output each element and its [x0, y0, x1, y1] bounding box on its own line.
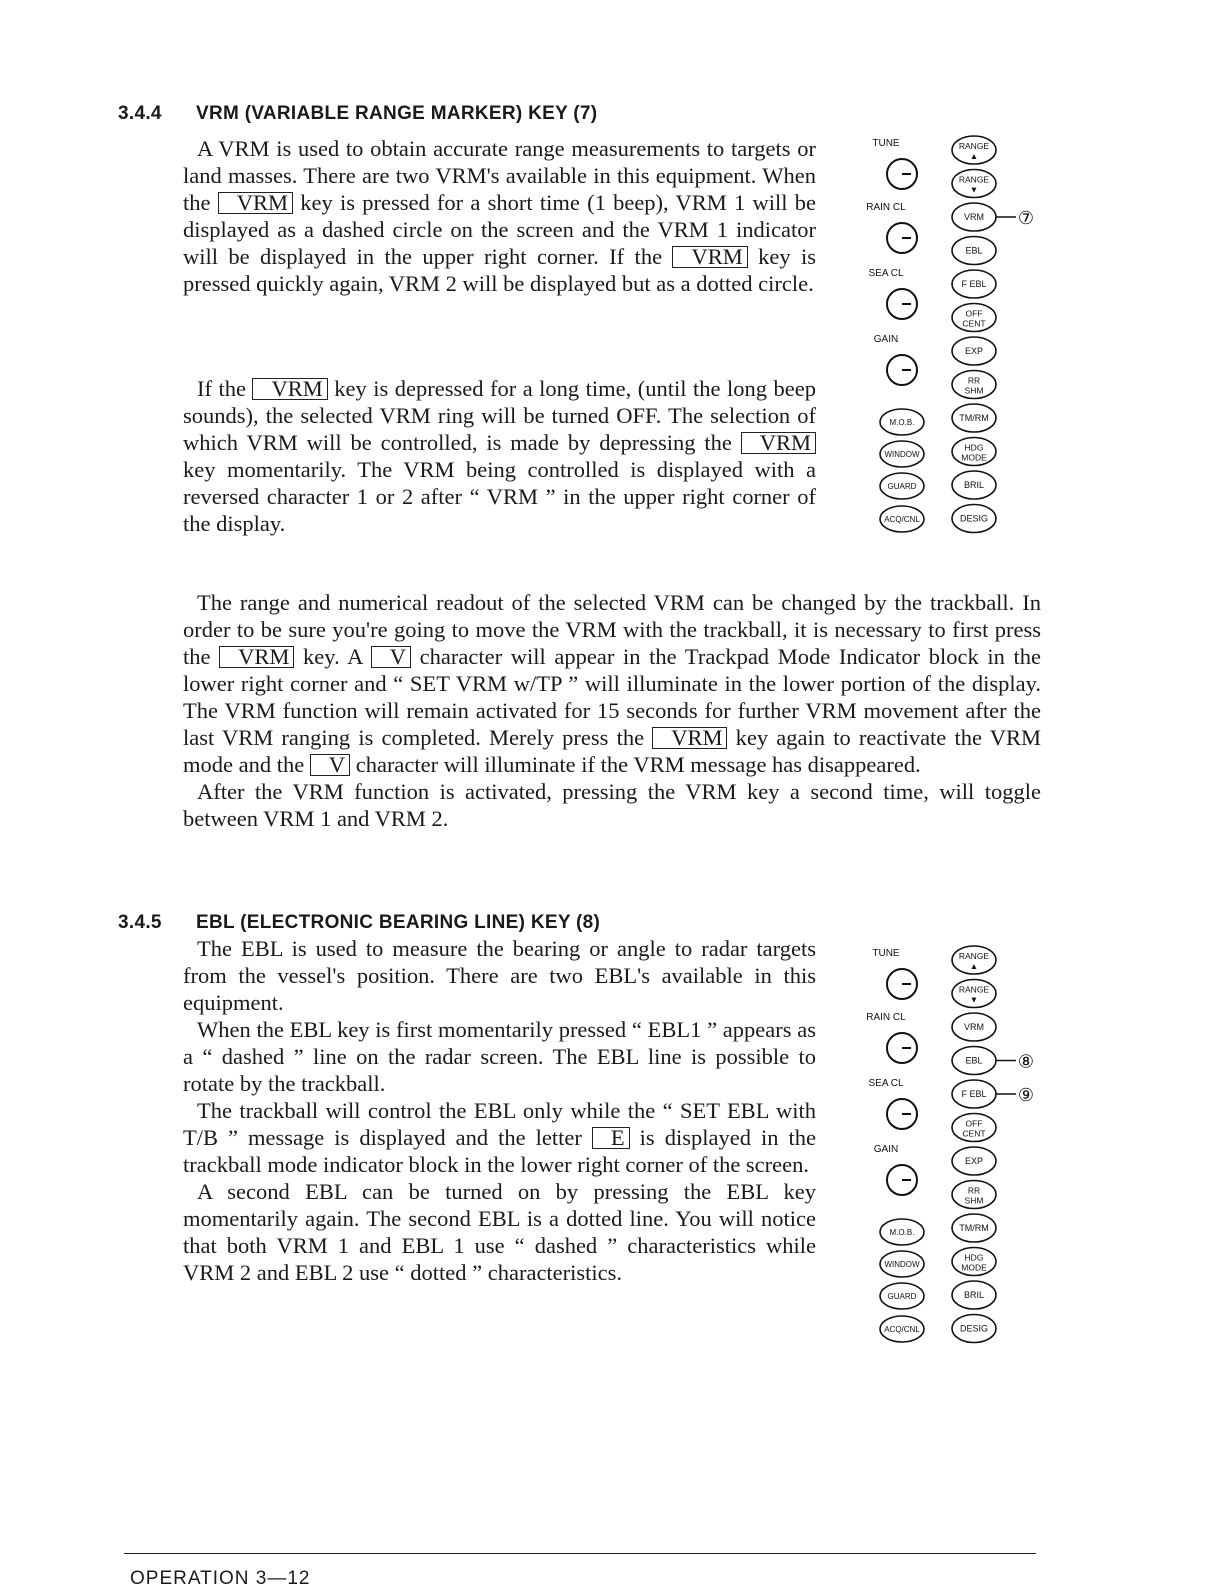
text: is displayed in the trackball mode indicator block in the lower right corner of the screen. — [183, 1125, 816, 1177]
panel-key-label: HDG — [964, 442, 984, 453]
panel-key-acqcnl — [880, 1316, 924, 1342]
panel-key-label: ACQ/CNL — [884, 515, 920, 524]
panel-key-window — [880, 441, 924, 467]
section-title: EBL (ELECTRONIC BEARING LINE) KEY (8) — [196, 912, 601, 933]
panel-key-label: DESIG — [959, 513, 989, 524]
vrm-key-label: VRM — [672, 246, 747, 268]
knob-sea-cl — [868, 268, 917, 319]
panel-key-label: M.O.B. — [889, 418, 915, 427]
panel-key-label: GUARD — [887, 1292, 917, 1301]
panel-key-ebl — [952, 237, 996, 265]
panel-key-label: RANGE — [958, 984, 990, 995]
footer-divider — [124, 1553, 1036, 1554]
text: A VRM is used to obtain accurate range measurements to targets or land masses. There are two VRM's available in this equipment. When the — [183, 136, 816, 215]
panel-key-label: MODE — [961, 452, 987, 463]
section-heading-vrm — [118, 103, 597, 125]
panel-key-label: VRM — [964, 212, 984, 222]
panel-key-label: DESIG — [959, 1323, 989, 1334]
panel-key-exp — [952, 1147, 996, 1175]
text: key is depressed for a long time, (until the long beep sounds), the selected VRM ring will be turned OFF. The selection of which VRM will be controlled, is made by depressing the — [183, 376, 816, 455]
panel-key-tmrm — [952, 1214, 996, 1242]
panel-key-hdg-mode — [952, 1248, 996, 1276]
knob-label: TUNE — [872, 138, 900, 149]
knob-label: RAIN CL — [866, 1012, 906, 1023]
knob-sea-cl — [868, 1078, 917, 1129]
panel-key-label: GUARD — [887, 482, 917, 491]
panel-key-acqcnl — [880, 506, 924, 532]
knob-rain-cl — [866, 1012, 917, 1063]
panel-key-label: ACQ/CNL — [884, 1325, 920, 1334]
knob-tune — [872, 948, 917, 999]
panel-key-label: RR — [967, 375, 981, 386]
vrm-key-label: VRM — [219, 646, 294, 668]
panel-key-vrm — [952, 203, 996, 231]
section-number: 3.4.5 — [118, 912, 162, 933]
panel-key-vrm — [952, 1013, 996, 1041]
knob-rain-cl — [866, 202, 917, 253]
v-character-label: V — [371, 646, 411, 668]
section-title: VRM (VARIABLE RANGE MARKER) KEY (7) — [196, 103, 598, 124]
panel-key-mob — [880, 409, 924, 435]
vrm-key-label: VRM — [652, 727, 727, 749]
knob-label: TUNE — [872, 948, 900, 959]
text: key is pressed quickly again, VRM 2 will be displayed but as a dotted circle. — [183, 244, 817, 296]
section-heading-ebl — [118, 912, 600, 934]
vrm-paragraph-1 — [183, 135, 816, 297]
text: key again to reactivate the VRM mode and the — [183, 725, 1041, 777]
panel-key-mob — [880, 1219, 924, 1245]
text: key is pressed for a short time (1 beep), VRM 1 will be displayed as a dashed circle on the screen and the VRM 1 indicator will be displayed in the upper right corner. If the — [183, 190, 816, 269]
panel-key-label: TM/RM — [959, 1223, 989, 1233]
ebl-paragraph-3 — [183, 1097, 816, 1178]
panel-key-label: EXP — [964, 1156, 984, 1166]
panel-key-range- — [952, 946, 996, 974]
callout-marker — [996, 1085, 1034, 1105]
panel-key-tmrm — [952, 404, 996, 432]
vrm-key-label: VRM — [741, 432, 816, 454]
panel-key-label: M.O.B. — [889, 1228, 915, 1237]
panel-key-label: F EBL — [961, 279, 987, 289]
radar-control-panel-diagram — [858, 942, 1048, 1362]
panel-key-desig — [952, 1315, 996, 1343]
panel-key-rr-shm — [952, 1181, 996, 1209]
panel-key-rr-shm — [952, 371, 996, 399]
panel-key-febl — [952, 1080, 996, 1108]
panel-key-desig — [952, 505, 996, 533]
panel-key-bril — [952, 1281, 996, 1309]
panel-key-off-cent — [952, 1114, 996, 1142]
panel-key-label: ▼ — [969, 184, 979, 195]
panel-key-label: RR — [967, 1185, 981, 1196]
v-character-label: V — [310, 754, 350, 776]
panel-key-exp — [952, 337, 996, 365]
ebl-paragraph-2: When the EBL key is first momentarily pressed “ EBL1 ” appears as a “ dashed ” line on the radar screen. The EBL line is possible to rotate by the trackball. — [183, 1017, 816, 1096]
page-footer: OPERATION 3—12 — [130, 1568, 311, 1589]
panel-key-label: WINDOW — [884, 1260, 920, 1269]
panel-key-label: F EBL — [961, 1089, 987, 1099]
panel-key-label: EBL — [965, 1055, 983, 1066]
panel-key-label: EBL — [965, 245, 983, 256]
panel-key-off-cent — [952, 304, 996, 332]
panel-key-label: VRM — [964, 1022, 984, 1032]
callout-number: ⑨ — [1017, 1085, 1035, 1105]
panel-key-label: RANGE — [958, 174, 990, 185]
panel-key-bril — [952, 471, 996, 499]
panel-key-window — [880, 1251, 924, 1277]
panel-key-label: ▼ — [969, 994, 979, 1005]
panel-key-range- — [952, 980, 996, 1008]
panel-key-label: SHM — [964, 1195, 984, 1206]
callout-marker — [996, 208, 1034, 228]
text: character will appear in the Trackpad Mode Indicator block in the lower right corner and “ SET VRM w/TP ” will illuminate in the lower portion of the display. The VRM function will remain activated for 15 seconds for further VRM movement after the last VRM ranging is completed. Merely press the — [183, 644, 1041, 750]
knob-gain — [874, 1144, 917, 1195]
knob-label: SEA CL — [868, 268, 904, 279]
vrm-paragraph-2 — [183, 375, 816, 537]
panel-key-label: CENT — [962, 1128, 986, 1139]
panel-key-label: EXP — [964, 346, 984, 356]
text: key momentarily. The VRM being controlled is displayed with a reversed character 1 or 2 after “ VRM ” in the upper right corner of the display. — [183, 457, 816, 536]
panel-key-label: WINDOW — [884, 450, 920, 459]
panel-key-febl — [952, 270, 996, 298]
text: character will illuminate if the VRM message has disappeared. — [350, 752, 921, 777]
vrm-key-label: VRM — [218, 192, 293, 214]
panel-key-label: TM/RM — [959, 413, 989, 423]
panel-key-label: RANGE — [958, 141, 990, 151]
knob-label: RAIN CL — [866, 202, 906, 213]
panel-key-label: HDG — [964, 1252, 984, 1263]
text: If the — [197, 376, 253, 401]
panel-key-label: SHM — [964, 385, 984, 396]
knob-label: SEA CL — [868, 1078, 904, 1089]
e-letter-label: E — [592, 1127, 630, 1149]
knob-gain — [874, 334, 917, 385]
panel-key-range- — [952, 136, 996, 164]
knob-label: GAIN — [873, 1144, 899, 1155]
panel-key-label: CENT — [962, 318, 986, 329]
text: key. A — [294, 644, 371, 669]
panel-key-label: OFF — [965, 308, 983, 319]
panel-key-label: OFF — [965, 1118, 983, 1129]
panel-key-label: BRIL — [963, 480, 985, 490]
vrm-key-label: VRM — [252, 378, 327, 400]
panel-key-range- — [952, 170, 996, 198]
vrm-paragraph-3 — [183, 589, 1041, 832]
panel-key-ebl — [952, 1047, 996, 1075]
knob-label: GAIN — [873, 334, 899, 345]
ebl-paragraph-4: A second EBL can be turned on by pressing the EBL key momentarily again. The second EBL is a dotted line. You will notice that both VRM 1 and EBL 1 use “ dashed ” characteristics while VRM 2 and EBL 2 use “ dotted ” characteristics. — [183, 1179, 816, 1285]
text: The range and numerical readout of the selected VRM can be changed by the trackball. In order to be sure you're going to move the VRM with the trackball, it is necessary to first press the — [183, 590, 1041, 669]
panel-key-label: RANGE — [958, 951, 990, 961]
vrm-paragraph-4: After the VRM function is activated, pressing the VRM key a second time, will toggle between VRM 1 and VRM 2. — [183, 779, 1041, 831]
panel-key-label: BRIL — [963, 1290, 985, 1300]
panel-key-label: MODE — [961, 1262, 987, 1273]
section-number: 3.4.4 — [118, 103, 162, 124]
callout-number: ⑧ — [1017, 1051, 1035, 1072]
panel-key-label: ▲ — [969, 151, 979, 161]
text: The trackball will control the EBL only while the “ SET EBL with T/B ” message is displayed and the letter — [183, 1098, 816, 1150]
callout-marker — [996, 1052, 1034, 1072]
ebl-paragraph-1: The EBL is used to measure the bearing or angle to radar targets from the vessel's position. There are two EBL's available in this equipment. — [183, 936, 816, 1015]
callout-number: ⑦ — [1017, 208, 1035, 228]
knob-tune — [872, 138, 917, 189]
ebl-text-block — [183, 935, 816, 1286]
panel-key-hdg-mode — [952, 438, 996, 466]
panel-key-label: ▲ — [969, 961, 979, 971]
panel-key-guard — [880, 473, 924, 499]
panel-key-guard — [880, 1283, 924, 1309]
radar-control-panel-diagram — [858, 132, 1048, 552]
